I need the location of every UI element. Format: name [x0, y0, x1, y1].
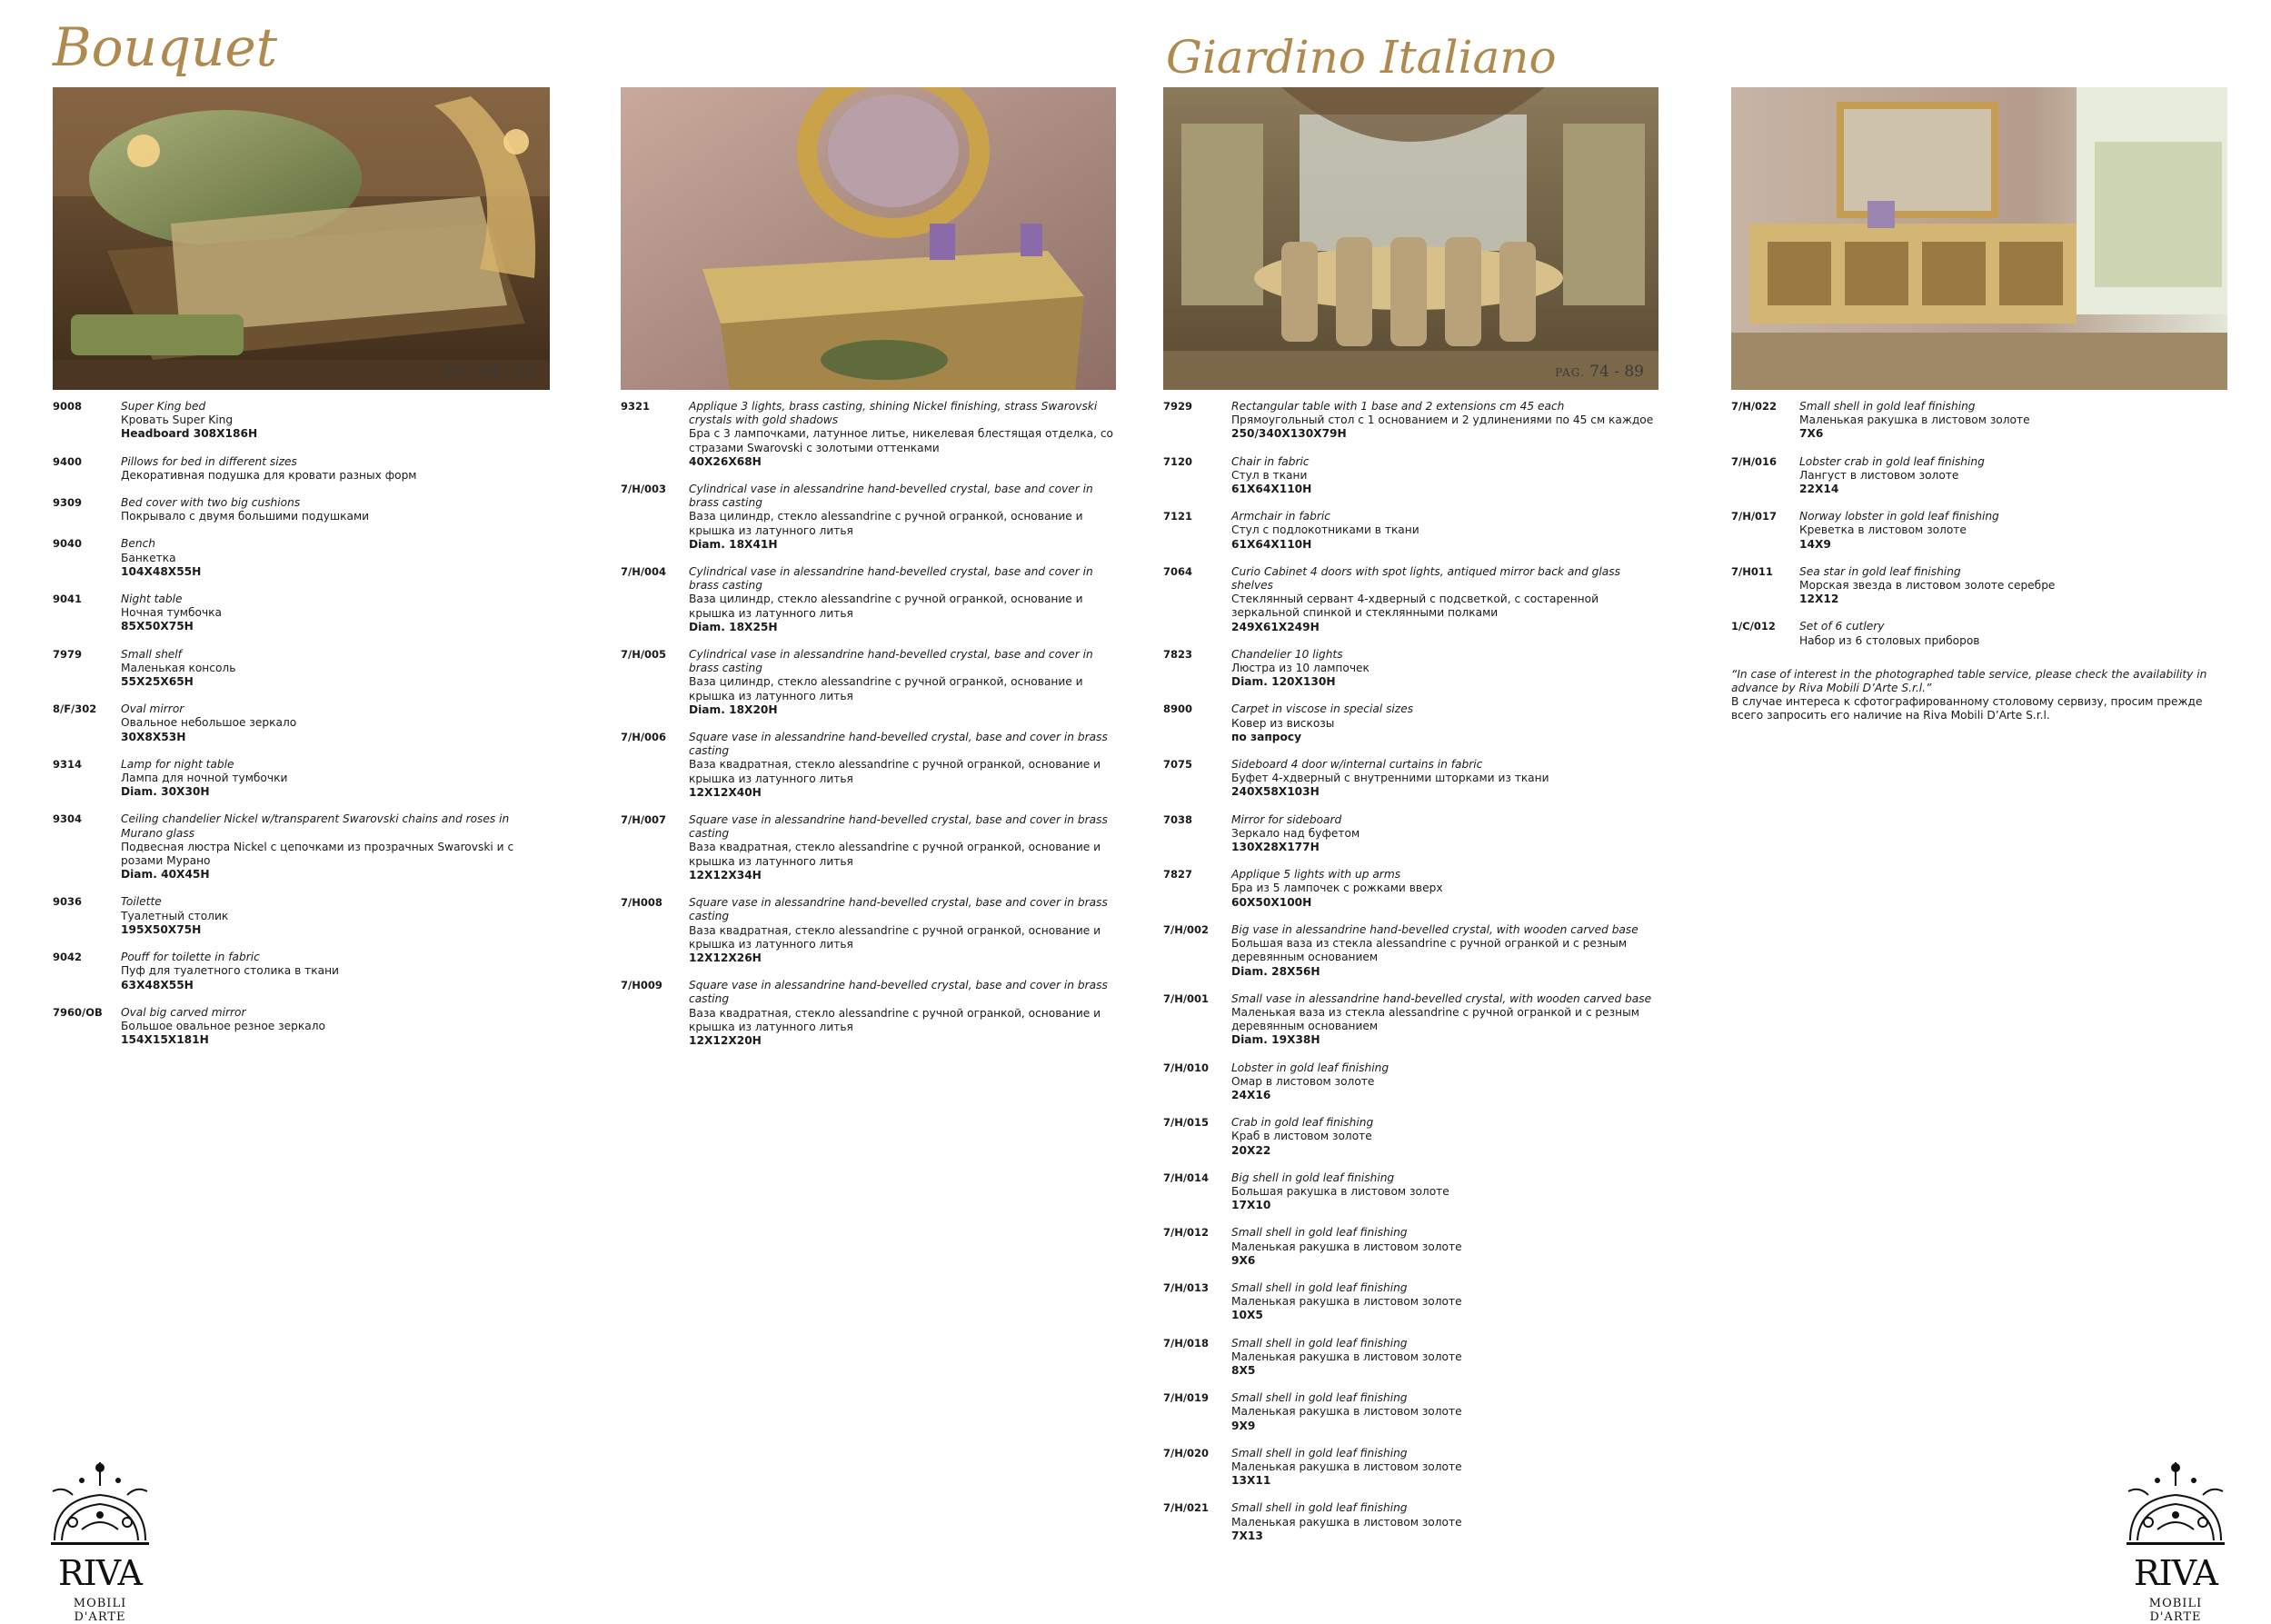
- item-dimensions: Diam. 18X41H: [689, 537, 778, 551]
- item-name-en: Small shell in gold leaf finishing: [1231, 1391, 1408, 1405]
- item-name-en: Lobster in gold leaf finishing: [1231, 1061, 1389, 1074]
- item-name-en: Small shell in gold leaf finishing: [1231, 1446, 1408, 1460]
- item-code: 9008: [53, 400, 83, 413]
- item-name-ru: Маленькая ракушка в листовом золоте: [1231, 1240, 1462, 1253]
- item-name-en: Small shell in gold leaf finishing: [1799, 400, 1976, 413]
- list-item: [1163, 992, 1658, 1048]
- item-description: [121, 1006, 525, 1048]
- item-description: [1231, 648, 1658, 690]
- item-dimensions: 24X16: [1231, 1088, 1271, 1101]
- item-code: 7/H/019: [1163, 1391, 1210, 1405]
- item-code: 7/H/021: [1163, 1501, 1210, 1515]
- list-item: [1163, 455, 1658, 497]
- item-description: [1231, 1061, 1658, 1103]
- item-name-ru: Омар в листовом золоте: [1231, 1074, 1375, 1088]
- item-name-en: Chandelier 10 lights: [1231, 647, 1343, 661]
- item-code: 7/H/005: [621, 648, 667, 662]
- item-code: 7/H/016: [1731, 454, 1778, 468]
- list-item: [1163, 1337, 1658, 1379]
- item-code: 7/H008: [621, 896, 662, 910]
- list-item: [53, 895, 525, 937]
- item-name-en: Bed cover with two big cushions: [121, 496, 301, 510]
- item-code: 7960/OB: [53, 1005, 103, 1019]
- item-code: 7827: [1163, 868, 1193, 882]
- item-name-en: Chair in fabric: [1231, 454, 1310, 468]
- item-name-en: Sideboard 4 door w/internal curtains in fabric: [1231, 758, 1483, 772]
- item-name-ru: Креветка в листовом золоте: [1799, 523, 1967, 537]
- item-description: [121, 895, 525, 937]
- item-name-ru: Маленькая ваза из стекла alessandrine с ручной огранкой и с резным деревянным основанием: [1231, 1005, 1639, 1033]
- item-name-ru: Пуф для туалетного столика в ткани: [121, 964, 339, 978]
- item-name-en: Applique 3 lights, brass casting, shining Nickel finishing, strass Swarovski crystals with gold shadows: [689, 400, 1098, 427]
- item-dimensions: Diam. 18X25H: [689, 620, 778, 633]
- item-dimensions: 8X5: [1231, 1363, 1256, 1377]
- item-name-ru: Большая ваза из стекла alessandrine с ручной огранкой и с резным деревянным основанием: [1231, 937, 1628, 964]
- item-description: [1799, 400, 2227, 442]
- photo-dining-room: [1163, 87, 1658, 390]
- item-code: 7/H/012: [1163, 1226, 1210, 1240]
- item-name-ru: Ваза цилиндр, стекло alessandrine с ручной огранкой, основание и крышка из латунного литья: [689, 593, 1083, 620]
- item-name-ru: Стул в ткани: [1231, 468, 1308, 482]
- item-description: [1231, 1226, 1658, 1268]
- item-description: [1231, 1391, 1658, 1433]
- item-code: 7/H/018: [1163, 1336, 1210, 1350]
- item-code: 7/H/017: [1731, 510, 1778, 523]
- list-item: [621, 400, 1116, 469]
- item-dimensions: по запросу: [1231, 730, 1302, 743]
- item-dimensions: 9X6: [1231, 1253, 1256, 1267]
- item-description: [1231, 923, 1658, 979]
- item-name-en: Curio Cabinet 4 doors with spot lights, antiqued mirror back and glass shelves: [1231, 564, 1620, 593]
- item-code: 9040: [53, 537, 83, 551]
- item-code: 7/H009: [621, 979, 662, 992]
- item-name-ru: Ковер из вискозы: [1231, 716, 1335, 730]
- item-dimensions: 63X48X55H: [121, 978, 194, 991]
- item-name-ru: Маленькая ракушка в листовом золоте: [1231, 1295, 1462, 1309]
- item-description: [1231, 455, 1658, 497]
- item-dimensions: 61X64X110H: [1231, 537, 1312, 551]
- section-title-giardino-italiano: Giardino Italiano: [1166, 31, 1557, 84]
- item-code: 7/H/002: [1163, 922, 1210, 936]
- item-description: [121, 812, 525, 882]
- item-name-en: Rectangular table with 1 base and 2 extensions cm 45 each: [1231, 400, 1565, 413]
- list-item: [1163, 1116, 1658, 1158]
- item-name-ru: Набор из 6 столовых приборов: [1799, 633, 1980, 647]
- list-item: [53, 593, 525, 634]
- item-code: 9309: [53, 496, 83, 510]
- item-dimensions: 12X12X40H: [689, 785, 762, 799]
- item-dimensions: 240X58X103H: [1231, 785, 1320, 799]
- item-name-ru: Декоративная подушка для кровати разных форм: [121, 468, 417, 482]
- item-code: 7/H/013: [1163, 1280, 1210, 1294]
- item-dimensions: 7X13: [1231, 1529, 1263, 1542]
- item-name-en: Mirror for sideboard: [1231, 812, 1342, 826]
- item-description: [1231, 565, 1658, 634]
- item-name-ru: Подвесная люстра Nickel с цепочками из прозрачных Swarovski и с розами Мурано: [121, 840, 514, 868]
- item-name-en: Pillows for bed in different sizes: [121, 454, 297, 468]
- item-description: [1231, 868, 1658, 910]
- item-name-ru: Овальное небольшое зеркало: [121, 716, 297, 730]
- item-code: 7/H/014: [1163, 1171, 1210, 1184]
- list-item: [1163, 565, 1658, 634]
- item-description: [1231, 510, 1658, 552]
- item-code: 9400: [53, 454, 83, 468]
- item-dimensions: 12X12X26H: [689, 951, 762, 964]
- item-description: [1799, 565, 2227, 607]
- item-name-en: Norway lobster in gold leaf finishing: [1799, 510, 1999, 523]
- list-item: [1731, 620, 2227, 647]
- item-code: 8/F/302: [53, 702, 97, 716]
- list-item: [621, 813, 1116, 882]
- list-item: [53, 702, 525, 744]
- item-description: [1799, 455, 2227, 497]
- item-dimensions: 14X9: [1799, 537, 1831, 551]
- item-description: [1231, 702, 1658, 744]
- item-dimensions: Diam. 40X45H: [121, 868, 210, 882]
- item-name-ru: Лампа для ночной тумбочки: [121, 772, 288, 785]
- list-item: [1731, 455, 2227, 497]
- photo-toilette: [621, 87, 1116, 390]
- item-dimensions: 154X15X181H: [121, 1033, 209, 1047]
- list-item: [1163, 510, 1658, 552]
- item-dimensions: Headboard 308X186H: [121, 427, 258, 441]
- note-en: “In case of interest in the photographed table service, please check the availability in advance by Riva Mobili D’Arte S.r.l.”: [1731, 667, 2207, 695]
- list-item: [1731, 400, 2227, 442]
- item-code: 1/C/012: [1731, 620, 1776, 633]
- item-name-ru: Маленькая ракушка в листовом золоте: [1231, 1405, 1462, 1419]
- list-item: [1163, 400, 1658, 442]
- item-dimensions: 13X11: [1231, 1474, 1271, 1488]
- item-description: [121, 593, 525, 634]
- item-name-ru: Банкетка: [121, 551, 176, 564]
- item-name-en: Square vase in alessandrine hand-bevelled crystal, base and cover in brass casting: [689, 979, 1108, 1006]
- item-code: 7929: [1163, 400, 1193, 413]
- item-name-ru: Люстра из 10 лампочек: [1231, 662, 1370, 675]
- item-name-en: Armchair in fabric: [1231, 510, 1330, 523]
- item-description: [121, 537, 525, 579]
- item-dimensions: Diam. 28X56H: [1231, 964, 1320, 978]
- item-code: 7120: [1163, 454, 1193, 468]
- item-description: [1231, 1116, 1658, 1158]
- item-dimensions: 40X26X68H: [689, 454, 762, 468]
- item-description: [121, 400, 525, 442]
- item-name-ru: Большое овальное резное зеркало: [121, 1019, 325, 1032]
- item-code: 9036: [53, 895, 83, 909]
- item-list-bouquet-toilette: [621, 400, 1116, 1061]
- item-name-en: Small shell in gold leaf finishing: [1231, 1226, 1408, 1240]
- item-description: [689, 731, 1116, 800]
- item-name-ru: Ваза квадратная, стекло alessandrine с ручной огранкой, основание и крышка из латунного литья: [689, 923, 1101, 951]
- list-item: [53, 455, 525, 483]
- item-code: 7/H/020: [1163, 1446, 1210, 1460]
- item-name-en: Super King bed: [121, 400, 206, 413]
- item-dimensions: Diam. 19X38H: [1231, 1033, 1320, 1047]
- item-description: [1231, 813, 1658, 855]
- item-name-ru: Туалетный столик: [121, 909, 229, 922]
- list-item: [1163, 813, 1658, 855]
- item-name-en: Small shell in gold leaf finishing: [1231, 1336, 1408, 1350]
- item-name-ru: Большая ракушка в листовом золоте: [1231, 1184, 1449, 1198]
- item-code: 7075: [1163, 758, 1193, 772]
- item-name-ru: Морская звезда в листовом золоте серебре: [1799, 579, 2056, 593]
- item-description: [1231, 1281, 1658, 1323]
- item-name-en: Sea star in gold leaf finishing: [1799, 564, 1961, 578]
- brand-name: RIVA: [2134, 1553, 2217, 1593]
- item-name-ru: Ваза квадратная, стекло alessandrine с ручной огранкой, основание и крышка из латунного литья: [689, 841, 1101, 868]
- item-code: 7823: [1163, 647, 1193, 661]
- item-dimensions: 250/340X130X79H: [1231, 427, 1347, 441]
- list-item: [1731, 510, 2227, 552]
- item-dimensions: 20X22: [1231, 1143, 1271, 1157]
- item-name-ru: Маленькая консоль: [121, 661, 236, 674]
- list-item: [1163, 1501, 1658, 1543]
- item-code: 9314: [53, 757, 83, 771]
- item-name-ru: Бра из 5 лампочек с рожками вверх: [1231, 882, 1443, 895]
- item-description: [689, 813, 1116, 882]
- list-item: [53, 812, 525, 882]
- item-dimensions: 12X12: [1799, 593, 1839, 606]
- item-code: 9042: [53, 951, 83, 964]
- item-dimensions: 104X48X55H: [121, 564, 202, 578]
- item-name-en: Set of 6 cutlery: [1799, 620, 1885, 633]
- item-description: [1231, 992, 1658, 1048]
- list-item: [53, 400, 525, 442]
- item-dimensions: 22X14: [1799, 483, 1839, 496]
- item-name-en: Small shelf: [121, 647, 182, 661]
- item-name-ru: Кровать Super King: [121, 413, 234, 427]
- list-item: [1163, 1281, 1658, 1323]
- list-item: [53, 496, 525, 523]
- item-description: [689, 979, 1116, 1048]
- item-code: 9321: [621, 400, 651, 413]
- list-item: [1163, 758, 1658, 800]
- item-name-ru: Ваза квадратная, стекло alessandrine с ручной огранкой, основание и крышка из латунного литья: [689, 758, 1101, 785]
- item-description: [689, 896, 1116, 965]
- item-name-ru: Бра с 3 лампочками, латунное литье, никелевая блестящая отделка, со стразами Swarovski с золотыми оттенками: [689, 427, 1113, 454]
- list-item: [621, 896, 1116, 965]
- item-description: [1231, 758, 1658, 800]
- item-code: 7/H/010: [1163, 1061, 1210, 1074]
- item-dimensions: Diam. 120X130H: [1231, 675, 1336, 689]
- list-item: [621, 565, 1116, 634]
- list-item: [1163, 868, 1658, 910]
- item-code: 9041: [53, 593, 83, 606]
- item-dimensions: 7X6: [1799, 427, 1824, 441]
- item-code: 8900: [1163, 702, 1193, 716]
- brand-subtitle: MOBILI D'ARTE: [73, 1597, 127, 1624]
- item-code: 7/H/004: [621, 565, 667, 579]
- item-description: [121, 951, 525, 992]
- list-item: [621, 731, 1116, 800]
- list-item: [53, 537, 525, 579]
- item-description: [121, 702, 525, 744]
- item-name-en: Big vase in alessandrine hand-bevelled crystal, with wooden carved base: [1231, 922, 1639, 936]
- item-name-ru: Ночная тумбочка: [121, 606, 222, 620]
- item-name-ru: Маленькая ракушка в листовом золоте: [1231, 1460, 1462, 1473]
- list-item: [621, 979, 1116, 1048]
- section-title-bouquet: Bouquet: [53, 16, 278, 78]
- item-description: [121, 758, 525, 800]
- item-name-en: Applique 5 lights with up arms: [1231, 868, 1401, 882]
- item-name-en: Cylindrical vase in alessandrine hand-bevelled crystal, base and cover in brass casting: [689, 565, 1093, 593]
- item-name-en: Carpet in viscose in special sizes: [1231, 702, 1414, 716]
- item-dimensions: 195X50X75H: [121, 922, 202, 936]
- item-name-en: Ceiling chandelier Nickel w/transparent Swarovski chains and roses in Murano glass: [121, 812, 510, 840]
- item-name-en: Small vase in alessandrine hand-bevelled crystal, with wooden carved base: [1231, 991, 1652, 1005]
- item-description: [1231, 1337, 1658, 1379]
- list-item: [53, 758, 525, 800]
- item-name-en: Lamp for night table: [121, 757, 234, 771]
- item-code: 7/H/007: [621, 813, 667, 827]
- crest-icon: [2121, 1459, 2230, 1554]
- item-list-giardino-sideboard: [1731, 400, 2227, 723]
- item-code: 7/H/006: [621, 731, 667, 744]
- item-name-en: Toilette: [121, 895, 162, 909]
- item-description: [689, 400, 1116, 469]
- item-description: [1231, 1447, 1658, 1489]
- availability-note: [1731, 668, 2227, 723]
- item-dimensions: 55X25X65H: [121, 675, 194, 689]
- item-code: 7064: [1163, 564, 1193, 578]
- item-list-giardino-dining: [1163, 400, 1658, 1557]
- list-item: [621, 648, 1116, 717]
- item-list-bouquet-bedroom: [53, 400, 525, 1061]
- item-description: [1231, 1501, 1658, 1543]
- crest-icon: [45, 1459, 154, 1554]
- item-name-en: Cylindrical vase in alessandrine hand-bevelled crystal, base and cover in brass casting: [689, 648, 1093, 675]
- item-code: 7038: [1163, 812, 1193, 826]
- item-name-ru: Ваза квадратная, стекло alessandrine с ручной огранкой, основание и крышка из латунного литья: [689, 1006, 1101, 1033]
- note-ru: В случае интереса к сфотографированному столовому сервизу, просим прежде всего запросить его наличие на Riva Mobili D’Arte S.r.l.: [1731, 695, 2203, 722]
- item-dimensions: Diam. 18X20H: [689, 702, 778, 716]
- item-name-ru: Стеклянный сервант 4-хдверный с подсветкой, с состаренной зеркальной спинкой и стеклянными полками: [1231, 593, 1599, 620]
- riva-logo-left: [45, 1459, 154, 1624]
- list-item: [53, 1006, 525, 1048]
- item-dimensions: 10X5: [1231, 1309, 1263, 1322]
- page-reference: PAG. 64 - 71: [446, 363, 535, 381]
- item-description: [1231, 1171, 1658, 1213]
- item-description: [121, 496, 525, 523]
- riva-logo-right: [2121, 1459, 2230, 1624]
- item-dimensions: 60X50X100H: [1231, 895, 1312, 909]
- item-description: [1799, 510, 2227, 552]
- item-description: [1799, 620, 2227, 647]
- list-item: [621, 483, 1116, 552]
- item-name-en: Cylindrical vase in alessandrine hand-bevelled crystal, base and cover in brass casting: [689, 483, 1093, 510]
- item-name-ru: Маленькая ракушка в листовом золоте: [1799, 413, 2030, 427]
- item-dimensions: 9X9: [1231, 1419, 1256, 1432]
- item-name-en: Oval mirror: [121, 702, 184, 716]
- item-name-ru: Стул с подлокотниками в ткани: [1231, 523, 1419, 537]
- item-name-ru: Покрывало с двумя большими подушками: [121, 510, 370, 523]
- item-name-ru: Ваза цилиндр, стекло alessandrine с ручной огранкой, основание и крышка из латунного литья: [689, 675, 1083, 702]
- item-description: [1231, 400, 1658, 442]
- item-name-ru: Зеркало над буфетом: [1231, 826, 1360, 840]
- item-code: 9304: [53, 812, 83, 826]
- list-item: [1163, 1447, 1658, 1489]
- item-description: [689, 648, 1116, 717]
- item-name-ru: Ваза цилиндр, стекло alessandrine с ручной огранкой, основание и крышка из латунного литья: [689, 510, 1083, 537]
- item-description: [121, 648, 525, 690]
- item-code: 7/H/003: [621, 483, 667, 496]
- item-dimensions: 17X10: [1231, 1199, 1271, 1212]
- item-dimensions: 130X28X177H: [1231, 841, 1320, 854]
- item-description: [121, 455, 525, 483]
- item-code: 7/H/015: [1163, 1116, 1210, 1130]
- item-name-ru: Прямоугольный стол с 1 основанием и 2 удлинениями по 45 см каждое: [1231, 413, 1654, 427]
- list-item: [1163, 1171, 1658, 1213]
- item-name-en: Small shell in gold leaf finishing: [1231, 1280, 1408, 1294]
- item-description: [689, 483, 1116, 552]
- list-item: [1163, 923, 1658, 979]
- item-dimensions: 249X61X249H: [1231, 620, 1320, 633]
- item-name-ru: Маленькая ракушка в листовом золоте: [1231, 1515, 1462, 1529]
- item-dimensions: Diam. 30X30H: [121, 785, 210, 799]
- list-item: [53, 648, 525, 690]
- photo-bedroom: [53, 87, 550, 390]
- item-name-ru: Лангуст в листовом золоте: [1799, 468, 1959, 482]
- list-item: [1163, 1226, 1658, 1268]
- list-item: [1163, 648, 1658, 690]
- item-description: [689, 565, 1116, 634]
- brand-subtitle: MOBILI D'ARTE: [2148, 1597, 2203, 1624]
- item-name-en: Night table: [121, 593, 183, 606]
- item-name-en: Small shell in gold leaf finishing: [1231, 1501, 1408, 1515]
- item-dimensions: 61X64X110H: [1231, 483, 1312, 496]
- list-item: [1163, 702, 1658, 744]
- item-name-ru: Маленькая ракушка в листовом золоте: [1231, 1350, 1462, 1363]
- list-item: [1163, 1391, 1658, 1433]
- photo-sideboard: [1731, 87, 2227, 390]
- item-name-en: Square vase in alessandrine hand-bevelled crystal, base and cover in brass casting: [689, 896, 1108, 923]
- item-dimensions: 12X12X34H: [689, 868, 762, 882]
- item-name-ru: Буфет 4-хдверный с внутренними шторками из ткани: [1231, 772, 1549, 785]
- item-dimensions: 12X12X20H: [689, 1033, 762, 1047]
- item-dimensions: 30X8X53H: [121, 730, 186, 743]
- item-name-en: Pouff for toilette in fabric: [121, 951, 260, 964]
- item-name-en: Lobster crab in gold leaf finishing: [1799, 454, 1985, 468]
- list-item: [1163, 1061, 1658, 1103]
- item-code: 7979: [53, 647, 83, 661]
- item-name-en: Crab in gold leaf finishing: [1231, 1116, 1374, 1130]
- item-code: 7/H011: [1731, 564, 1773, 578]
- item-name-en: Square vase in alessandrine hand-bevelled crystal, base and cover in brass casting: [689, 731, 1108, 758]
- item-name-ru: Краб в листовом золоте: [1231, 1130, 1372, 1143]
- page-reference: PAG. 74 - 89: [1555, 363, 1644, 381]
- item-name-en: Big shell in gold leaf finishing: [1231, 1171, 1395, 1184]
- item-name-en: Square vase in alessandrine hand-bevelled crystal, base and cover in brass casting: [689, 813, 1108, 841]
- item-name-en: Oval big carved mirror: [121, 1005, 246, 1019]
- list-item: [53, 951, 525, 992]
- item-code: 7/H/022: [1731, 400, 1778, 413]
- brand-name: RIVA: [58, 1553, 142, 1593]
- item-code: 7121: [1163, 510, 1193, 523]
- list-item: [1731, 565, 2227, 607]
- item-code: 7/H/001: [1163, 991, 1210, 1005]
- item-name-en: Bench: [121, 537, 156, 551]
- item-dimensions: 85X50X75H: [121, 620, 194, 633]
